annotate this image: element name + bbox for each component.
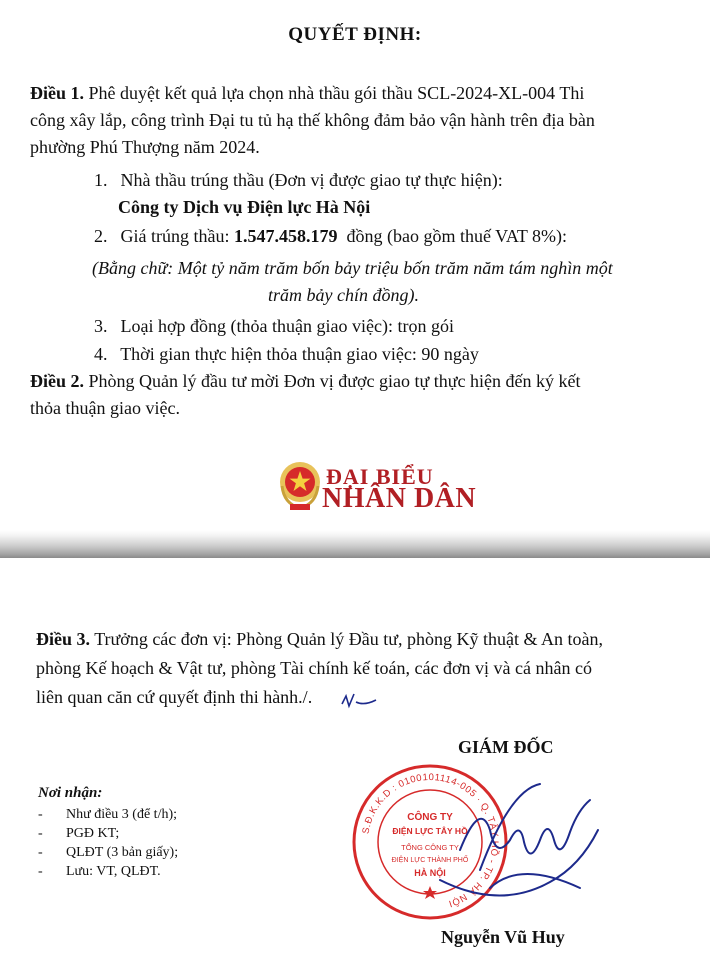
amount-in-words-line2: trăm bảy chín đồng).: [268, 285, 419, 305]
recipients-heading: Nơi nhận:: [38, 785, 103, 801]
recipient-item: - Lưu: VT, QLĐT.: [38, 864, 161, 879]
handwritten-signature: [420, 770, 610, 920]
recipient-item: - PGĐ KT;: [38, 826, 120, 841]
decision-title: QUYẾT ĐỊNH:: [288, 24, 422, 45]
article1-line3: phường Phú Thượng năm 2024.: [30, 137, 260, 157]
article3-label: Điều 3.: [36, 629, 90, 649]
watermark-line2: NHÂN DÂN: [322, 483, 477, 514]
svg-text:CÔNG TY: CÔNG TY: [407, 812, 453, 823]
svg-text:S.Đ.K.K.D : 0100101114-005 · Q: S.Đ.K.K.D : 0100101114-005 · Q. TÂY HỒ - TP. HÀ NỘI: [360, 771, 501, 910]
article1-item-1: 1. Nhà thầu trúng thầu (Đơn vị được giao tự thực hiện):: [94, 170, 503, 190]
article3-line3: liên quan căn cứ quyết định thi hành./.: [36, 687, 313, 707]
article1-item-3: 3. Loại hợp đồng (thỏa thuận giao việc): trọn gói: [94, 316, 454, 336]
article2-label: Điều 2.: [30, 371, 84, 391]
article1-item-2: 2. Giá trúng thầu: 1.547.458.179 đồng (bao gồm thuế VAT 8%):: [94, 226, 567, 246]
article1-item-4: 4. Thời gian thực hiện thỏa thuận giao việc: 90 ngày: [94, 344, 479, 364]
winning-price: 1.547.458.179: [233, 226, 338, 246]
amount-in-words-line1: (Bằng chữ: Một tỷ năm trăm bốn bảy triệu bốn trăm năm tám nghìn một: [92, 258, 613, 278]
recipient-item: - Như điều 3 (để t/h);: [38, 807, 178, 822]
article1-line1: Điều 1. Phê duyệt kết quả lựa chọn nhà thầu gói thầu SCL-2024-XL-004 Thi: [30, 83, 585, 103]
page-break-shadow: [0, 530, 710, 558]
recipient-item: - QLĐT (3 bản giấy);: [38, 845, 179, 860]
svg-text:ĐIỆN LỰC THÀNH PHỐ: ĐIỆN LỰC THÀNH PHỐ: [391, 857, 469, 864]
article2-line1: Điều 2. Phòng Quản lý đầu tư mời Đơn vị được giao tự thực hiện đến ký kết: [30, 371, 581, 391]
svg-text:HÀ NỘI: HÀ NỘI: [414, 868, 446, 878]
watermark-line1: ĐẠI BIỂU: [326, 464, 434, 489]
article3-line1: Điều 3. Trưởng các đơn vị: Phòng Quản lý Đầu tư, phòng Kỹ thuật & An toàn,: [36, 629, 604, 649]
article1-label: Điều 1.: [30, 83, 84, 103]
initial-mark-icon: [340, 690, 380, 712]
article3-line2: phòng Kế hoạch & Vật tư, phòng Tài chính kế toán, các đơn vị và cá nhân có: [36, 658, 592, 678]
emblem-icon: [276, 456, 324, 514]
contractor-name: Công ty Dịch vụ Điện lực Hà Nội: [118, 197, 371, 217]
signatory-title: GIÁM ĐỐC: [458, 737, 554, 757]
signatory-name: Nguyễn Vũ Huy: [441, 927, 565, 947]
article2-line2: thỏa thuận giao việc.: [30, 398, 180, 418]
svg-text:TỔNG CÔNG TY: TỔNG CÔNG TY: [401, 843, 459, 852]
article1-line2: công xây lắp, công trình Đại tu tủ hạ thế không đảm bảo vận hành trên địa bàn: [30, 110, 595, 130]
svg-text:ĐIỆN LỰC TÂY HỒ: ĐIỆN LỰC TÂY HỒ: [392, 826, 468, 836]
